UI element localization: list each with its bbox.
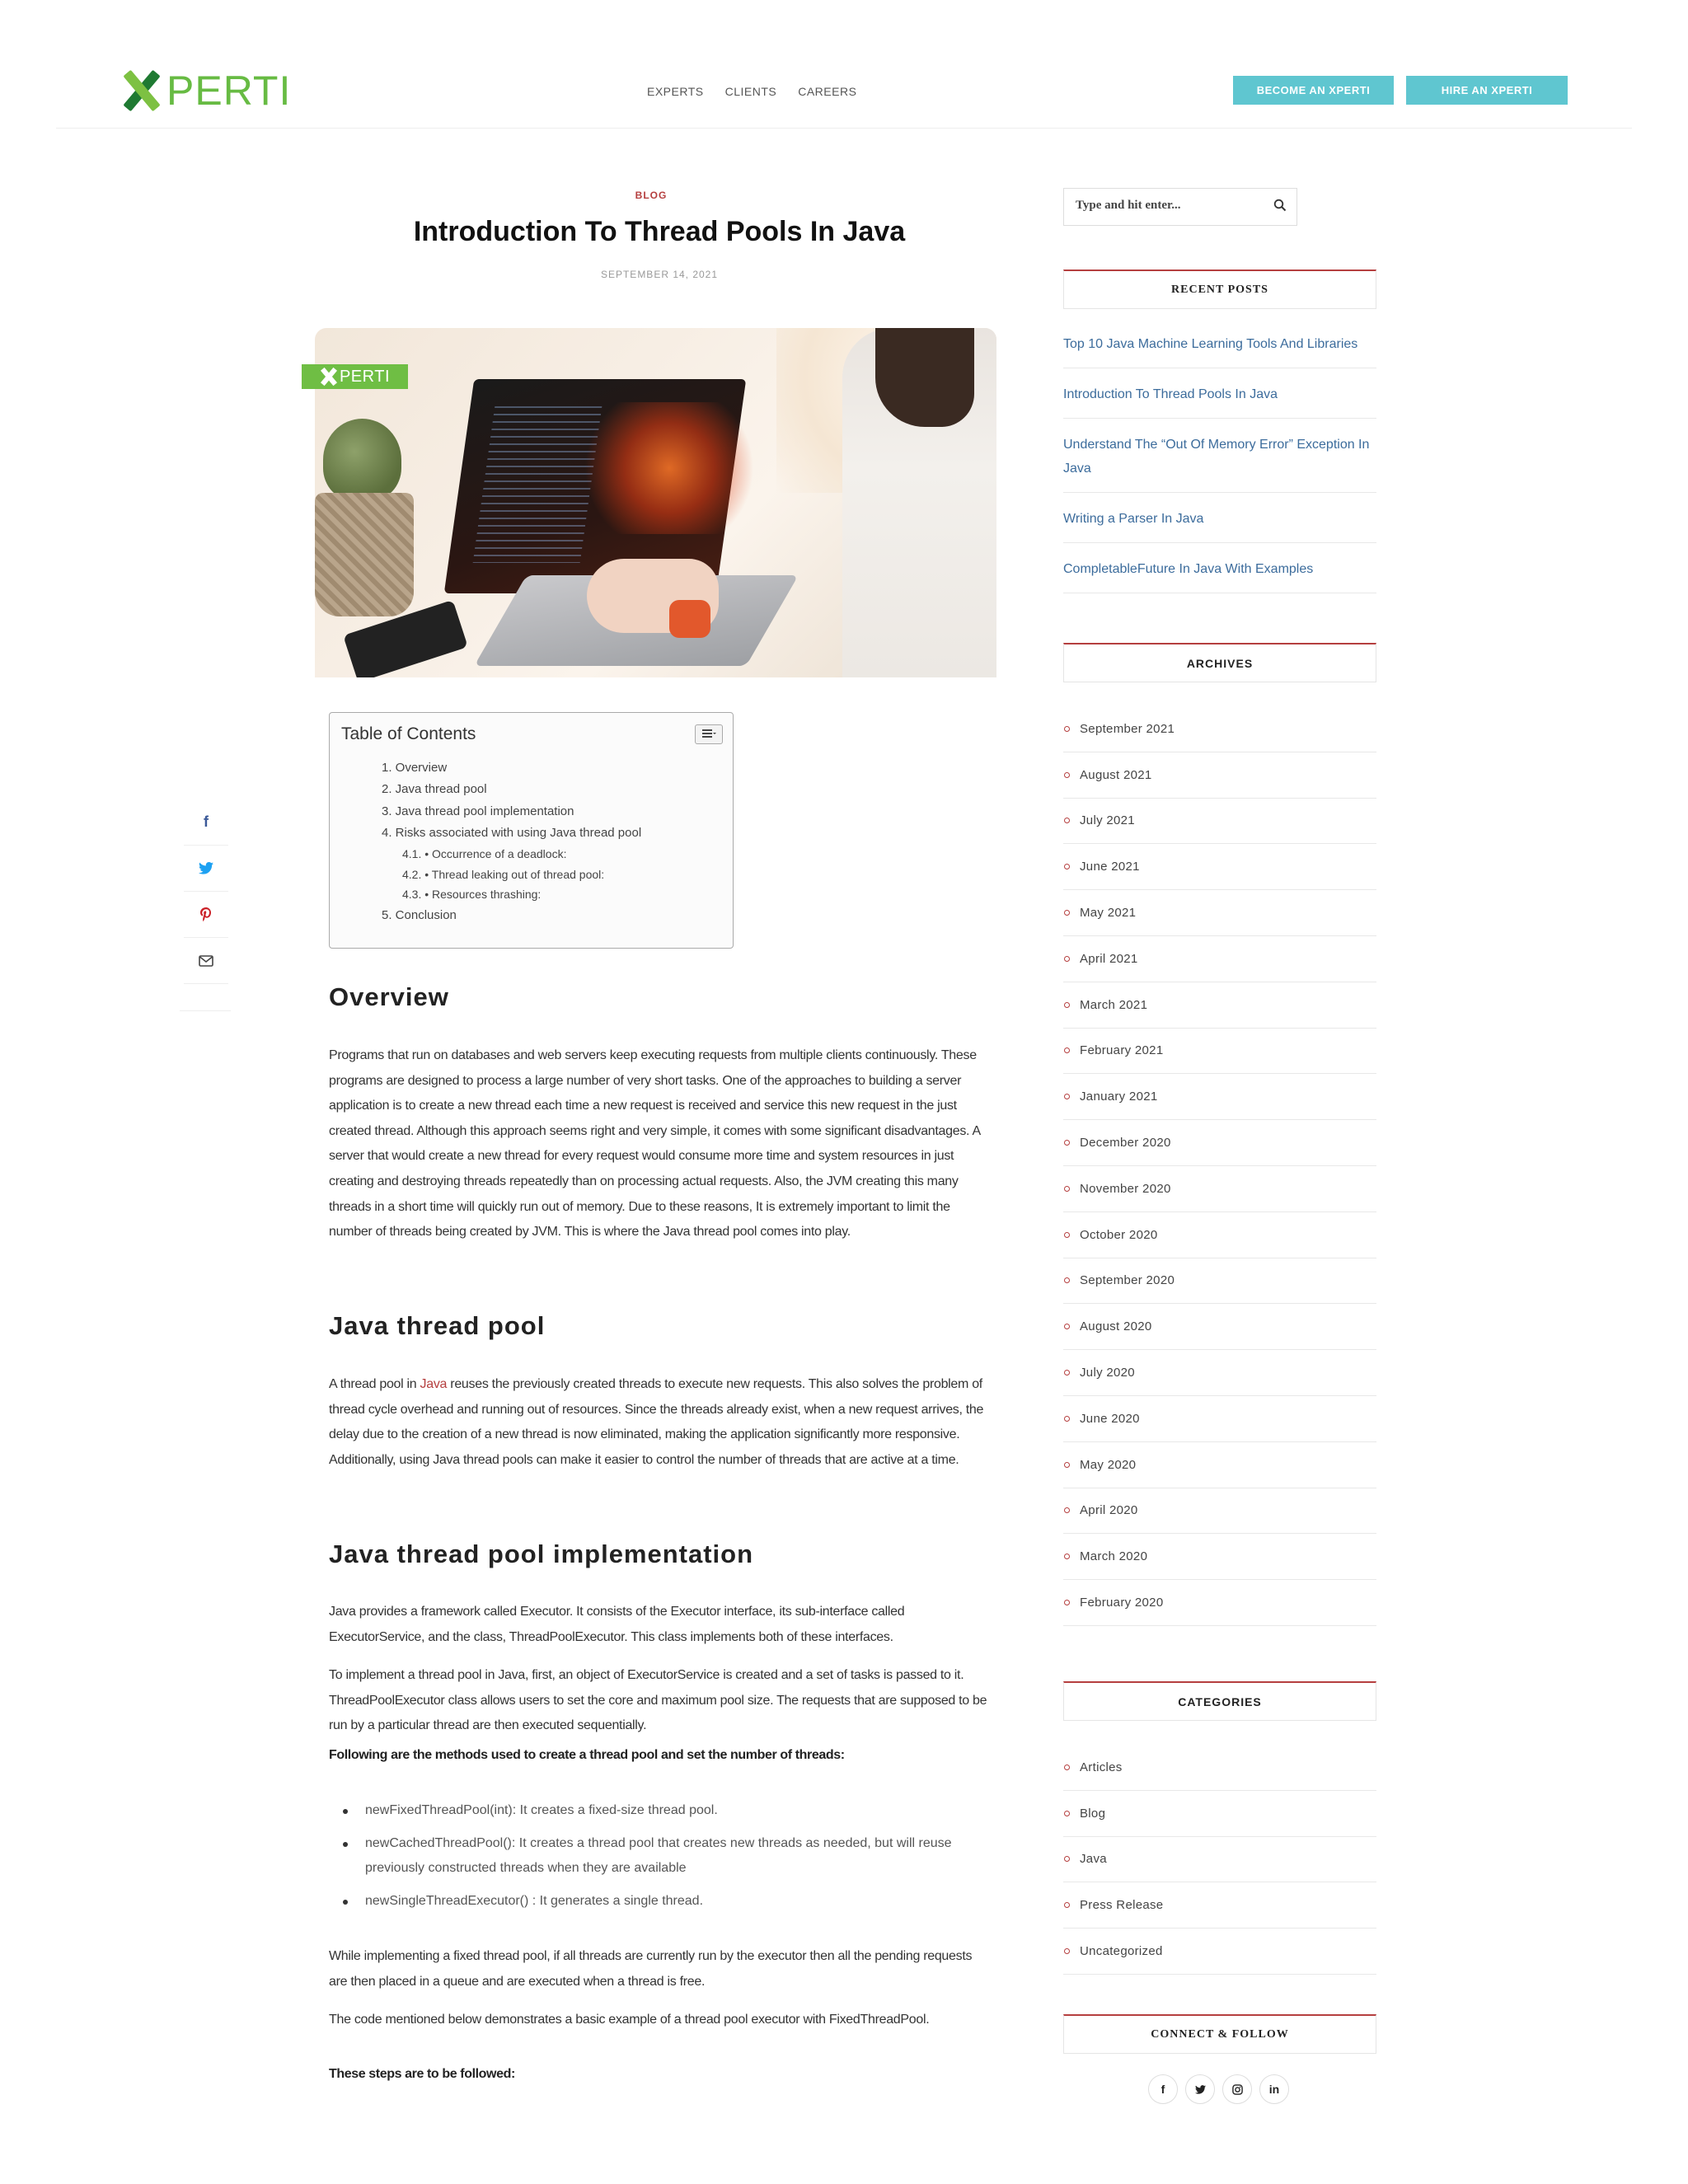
java-thread-pool-paragraph: A thread pool in Java reuses the previously created threads to execute new requests. This also solves the problem of thread cycle overhead and running out of resources. Since the threads already exist, when a new request arrives, the delay due to the creation of a new thread is now eliminated, making the application significantly more responsive. Additionally, using Java thread pools can make it easier to control the number of threads that are active at a time. [329, 1377, 984, 1467]
recent-post-link[interactable]: Understand The “Out Of Memory Error” Exception In Java [1063, 428, 1376, 493]
toc-item-java-thread-pool[interactable]: 2. Java thread pool [382, 782, 487, 797]
recent-post-link[interactable]: CompletableFuture In Java With Examples [1063, 552, 1376, 593]
search-box [1063, 188, 1297, 226]
archive-link[interactable]: August 2020 [1063, 1304, 1376, 1350]
toc-item-risks[interactable]: 4. Risks associated with using Java thread pool [382, 825, 642, 840]
methods-intro: Following are the methods used to create a thread pool and set the number of threads: [329, 1748, 845, 1762]
java-link[interactable]: Java [420, 1377, 448, 1391]
archive-link[interactable]: February 2020 [1063, 1580, 1376, 1626]
archive-link[interactable]: April 2021 [1063, 936, 1376, 982]
hero-image [315, 328, 996, 677]
implementation-heading: Java thread pool implementation [329, 1540, 754, 1568]
hero-logo-badge [302, 364, 408, 389]
archive-link[interactable]: August 2021 [1063, 752, 1376, 799]
logo-text: PERTI [166, 68, 292, 114]
categories-list [1063, 1745, 1376, 1975]
archives-list [1063, 706, 1376, 1626]
table-of-contents [329, 712, 734, 949]
archive-link[interactable]: May 2020 [1063, 1442, 1376, 1488]
site-header [0, 0, 1688, 129]
toc-item-overview[interactable]: 1. Overview [382, 761, 448, 775]
archive-link[interactable]: September 2021 [1063, 706, 1376, 752]
archive-link[interactable]: July 2021 [1063, 799, 1376, 845]
search-input[interactable] [1076, 199, 1265, 213]
implementation-paragraph-4: The code mentioned below demonstrates a basic example of a thread pool executor with FixedThreadPool. [329, 2013, 930, 2027]
toc-item-thread-leaking[interactable]: 4.2. • Thread leaking out of thread pool: [402, 867, 605, 881]
badge-x-icon [320, 368, 338, 385]
toc-list [382, 757, 641, 926]
implementation-paragraph-3: While implementing a fixed thread pool, if all threads are currently run by the executor then all the pending requests are then placed in a queue and are executed when a thread is free. [329, 1949, 973, 1989]
overview-paragraph: Programs that run on databases and web servers keep executing requests from multiple clients continuously. These programs are designed to process a large number of very short tasks. One of the approaches to building a server application is to create a new thread each time a new request is received and service this new request in the just created thread. Although this approach seems right and very simple, it comes with some significant disadvantages. A server that would create a new thread for every request would consume more time and system resources in just creating and destroying threads repeatedly than on processing actual requests. Also, the JVM creating this many threads in a short time will quickly run out of memory. Due to these reasons, It is extremely important to limit the number of threads being created by JVM. This is where the Java thread pool comes into play. [329, 1048, 980, 1240]
archive-link[interactable]: September 2020 [1063, 1258, 1376, 1305]
post-category[interactable]: BLOG [635, 190, 668, 201]
java-thread-pool-heading: Java thread pool [329, 1311, 546, 1340]
post-date: SEPTEMBER 14, 2021 [600, 269, 719, 280]
badge-logo-text: PERTI [339, 367, 391, 386]
archive-link[interactable]: November 2020 [1063, 1166, 1376, 1212]
email-icon[interactable] [184, 938, 228, 984]
xperti-logo[interactable] [120, 69, 291, 112]
logo-x-mark [120, 71, 163, 110]
archive-link[interactable]: June 2020 [1063, 1396, 1376, 1442]
list-item: newSingleThreadExecutor() : It generates a single thread. [329, 1889, 988, 1915]
category-link[interactable]: Uncategorized [1063, 1929, 1376, 1975]
methods-list [329, 1798, 988, 1921]
implementation-paragraph-1: Java provides a framework called Executor. It consists of the Executor interface, its sub-interface called ExecutorService, and the class, ThreadPoolExecutor. This class implements both of these interfaces. [329, 1605, 905, 1644]
toc-item-conclusion[interactable]: 5. Conclusion [382, 907, 457, 922]
recent-post-link[interactable]: Top 10 Java Machine Learning Tools And Libraries [1063, 327, 1376, 368]
pinterest-icon[interactable] [184, 892, 228, 938]
archive-link[interactable]: February 2021 [1063, 1029, 1376, 1075]
archive-link[interactable]: March 2020 [1063, 1534, 1376, 1580]
archive-link[interactable]: April 2020 [1063, 1488, 1376, 1535]
steps-intro: These steps are to be followed: [329, 2067, 515, 2081]
cactus-plant [323, 419, 401, 501]
share-bar-end [180, 1010, 231, 1011]
main-nav [647, 85, 856, 98]
category-link[interactable]: Java [1063, 1837, 1376, 1883]
hire-xperti-button[interactable]: HIRE AN XPERTI [1406, 76, 1568, 105]
toc-item-thrashing[interactable]: 4.3. • Resources thrashing: [402, 888, 542, 902]
toc-item-deadlock[interactable]: 4.1. • Occurrence of a deadlock: [402, 847, 567, 861]
archive-link[interactable]: July 2020 [1063, 1350, 1376, 1396]
twitter-icon[interactable] [1185, 2074, 1215, 2104]
toc-title: Table of Contents [341, 724, 476, 743]
social-links [1148, 2074, 1289, 2104]
recent-posts-list [1063, 327, 1376, 602]
post-title: Introduction To Thread Pools In Java [413, 216, 906, 247]
category-link[interactable]: Blog [1063, 1791, 1376, 1837]
toc-item-implementation[interactable]: 3. Java thread pool implementation [382, 804, 574, 818]
archives-title: ARCHIVES [1063, 643, 1376, 682]
header-divider [56, 128, 1632, 129]
list-item: newFixedThreadPool(int): It creates a fixed-size thread pool. [329, 1798, 988, 1824]
list-item: newCachedThreadPool(): It creates a thread pool that creates new threads as needed, but will reuse previously constructed threads when they are available [329, 1831, 988, 1882]
category-link[interactable]: Articles [1063, 1745, 1376, 1791]
categories-title: CATEGORIES [1063, 1681, 1376, 1721]
toc-toggle-icon[interactable] [695, 724, 723, 744]
archive-link[interactable]: January 2021 [1063, 1074, 1376, 1120]
archive-link[interactable]: December 2020 [1063, 1120, 1376, 1166]
nav-experts[interactable]: EXPERTS [647, 85, 704, 98]
twitter-icon[interactable] [184, 846, 228, 892]
nav-careers[interactable]: CAREERS [798, 85, 857, 98]
wicker-pot [315, 493, 414, 616]
nav-clients[interactable]: CLIENTS [724, 85, 777, 98]
archive-link[interactable]: June 2021 [1063, 844, 1376, 890]
connect-follow-title: CONNECT & FOLLOW [1063, 2014, 1376, 2054]
implementation-paragraph-2: To implement a thread pool in Java, first, an object of ExecutorService is created and a set of tasks is passed to it. ThreadPoolExecutor class allows users to set the core and maximum pool size. The requests that are supposed to be run by a particular thread are then executed sequentially. [329, 1668, 987, 1733]
archive-link[interactable]: May 2021 [1063, 890, 1376, 936]
recent-posts-title: RECENT POSTS [1063, 269, 1376, 309]
category-link[interactable]: Press Release [1063, 1882, 1376, 1929]
archive-link[interactable]: March 2021 [1063, 982, 1376, 1029]
share-bar [184, 799, 228, 984]
recent-post-link[interactable]: Introduction To Thread Pools In Java [1063, 377, 1376, 419]
facebook-icon[interactable]: f [184, 799, 228, 846]
archive-link[interactable]: October 2020 [1063, 1212, 1376, 1258]
wristwatch [669, 600, 710, 638]
facebook-icon[interactable]: f [1148, 2074, 1178, 2104]
recent-post-link[interactable]: Writing a Parser In Java [1063, 502, 1376, 543]
search-icon[interactable] [1273, 199, 1287, 212]
overview-heading: Overview [329, 982, 449, 1011]
linkedin-icon[interactable]: in [1259, 2074, 1289, 2104]
become-xperti-button[interactable]: BECOME AN XPERTI [1233, 76, 1394, 105]
instagram-icon[interactable] [1222, 2074, 1252, 2104]
